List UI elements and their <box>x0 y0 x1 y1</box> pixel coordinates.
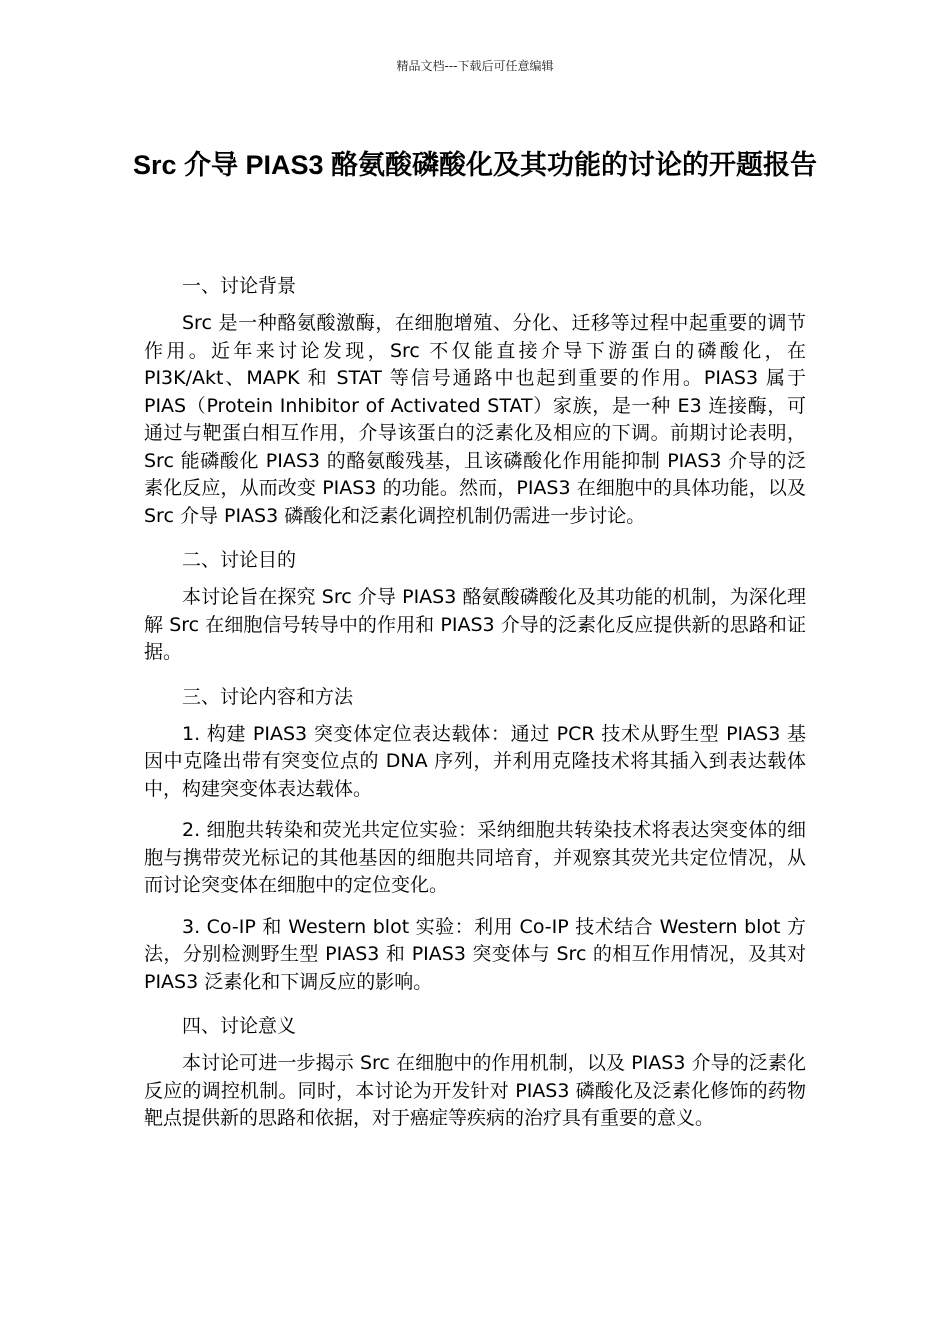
section-heading-significance: 四、讨论意义 <box>182 1015 297 1037</box>
header-note: 精品文档---下载后可任意编辑 <box>396 59 554 73</box>
paragraph-significance: 本讨论可进一步揭示 Src 在细胞中的作用机制，以及 PIAS3 介导的泛素化反应的调控机制。同时，本讨论为开发针对 PIAS3 磷酸化及泛素化修饰的药物靶点提供新的思路和依据，对于癌症等疾病的治疗具有重要的意义。 <box>144 1052 806 1129</box>
paragraph-method-2: 2. 细胞共转染和荧光共定位实验：采纳细胞共转染技术将表达突变体的细胞与携带荧光标记的其他基因的细胞共同培育，并观察其荧光共定位情况，从而讨论突变体在细胞中的定位变化。 <box>144 819 806 896</box>
section-heading-purpose: 二、讨论目的 <box>182 549 297 571</box>
paragraph-method-1: 1. 构建 PIAS3 突变体定位表达载体：通过 PCR 技术从野生型 PIAS3 基因中克隆出带有突变位点的 DNA 序列，并利用克隆技术将其插入到表达载体中，构建突变体表达载体。 <box>144 722 806 800</box>
paragraph-background: Src 是一种酪氨酸激酶，在细胞增殖、分化、迁移等过程中起重要的调节作用。近年来讨论发现，Src 不仅能直接介导下游蛋白的磷酸化，在 PI3K/Akt、MAPK 和 STAT 等信号通路中也起到重要的作用。PIAS3 属于 PIAS（Protein Inhibitor of Activated STAT）家族，是一种 E3 连接酶，可通过与靶蛋白相互作用，介导该蛋白的泛素化及相应的下调。前期讨论表明，Src 能磷酸化 PIAS3 的酪氨酸残基，且该磷酸化作用能抑制 PIAS3 介导的泛素化反应，从而改变 PIAS3 的功能。然而，PIAS3 在细胞中的具体功能，以及 Src 介导 PIAS3 磷酸化和泛素化调控机制仍需进一步讨论。 <box>144 312 806 527</box>
section-heading-background: 一、讨论背景 <box>182 275 297 297</box>
section-heading-methods: 三、讨论内容和方法 <box>182 685 354 708</box>
document-body <box>144 270 806 1147</box>
document-title: Src 介导 PIAS3 酪氨酸磷酸化及其功能的讨论的开题报告 <box>132 150 818 180</box>
paragraph-purpose: 本讨论旨在探究 Src 介导 PIAS3 酪氨酸磷酸化及其功能的机制，为深化理解 Src 在细胞信号转导中的作用和 PIAS3 介导的泛素化反应提供新的思路和证据。 <box>144 586 806 663</box>
paragraph-method-3: 3. Co-IP 和 Western blot 实验：利用 Co-IP 技术结合 Western blot 方法，分别检测野生型 PIAS3 和 PIAS3 突变体与 Src 的相互作用情况，及其对 PIAS3 泛素化和下调反应的影响。 <box>144 915 806 993</box>
